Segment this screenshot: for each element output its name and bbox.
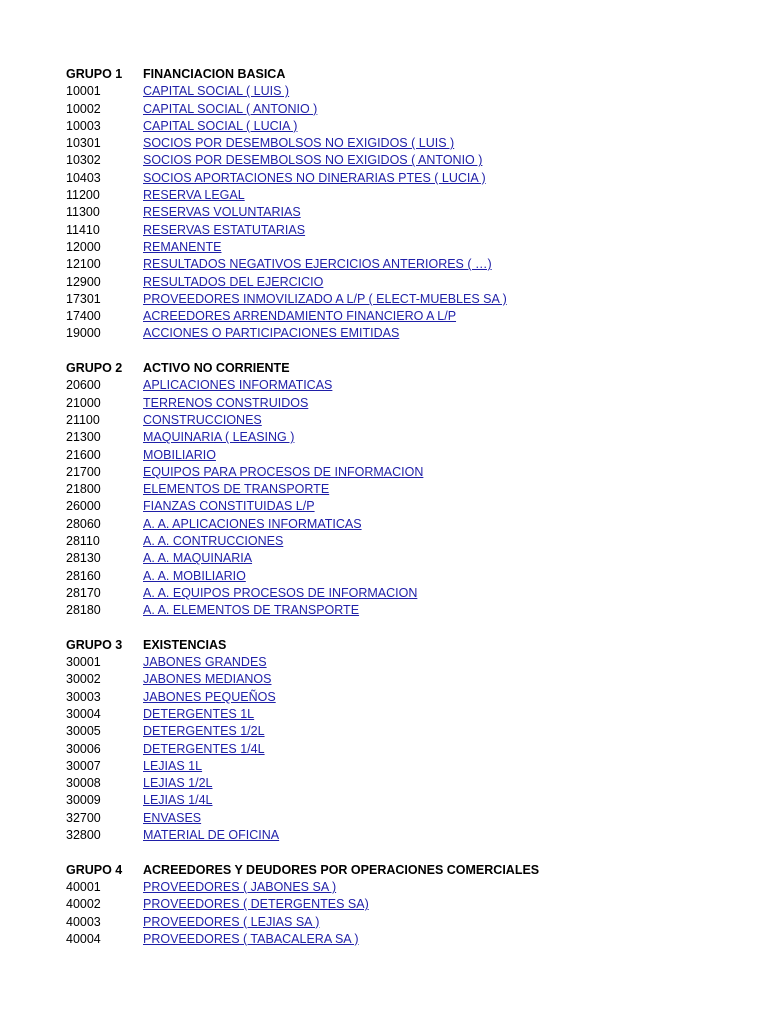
account-name-link[interactable]: CAPITAL SOCIAL ( LUIS ) xyxy=(143,84,290,99)
account-row xyxy=(66,447,746,464)
account-code: 32700 xyxy=(66,810,101,825)
account-row xyxy=(66,222,746,239)
account-row xyxy=(66,585,746,602)
group-title: EXISTENCIAS xyxy=(143,637,227,652)
account-name-link[interactable]: JABONES MEDIANOS xyxy=(143,672,272,687)
account-group xyxy=(66,66,746,343)
account-name-link[interactable]: DETERGENTES 1/4L xyxy=(143,741,265,756)
account-name-link[interactable]: TERRENOS CONSTRUIDOS xyxy=(143,395,309,410)
account-row xyxy=(66,101,746,118)
account-row xyxy=(66,741,746,758)
account-row xyxy=(66,689,746,706)
group-label: GRUPO 4 xyxy=(66,862,123,877)
account-name-link[interactable]: LEJIAS 1/2L xyxy=(143,776,213,791)
account-row xyxy=(66,291,746,308)
account-code: 28060 xyxy=(66,516,101,531)
account-code: 11300 xyxy=(66,205,100,220)
group-header xyxy=(66,66,746,83)
account-group xyxy=(66,862,746,948)
account-code: 26000 xyxy=(66,499,101,514)
account-row xyxy=(66,706,746,723)
account-row xyxy=(66,654,746,671)
group-title: ACREEDORES Y DEUDORES POR OPERACIONES COMERCIALES xyxy=(143,862,540,877)
account-name-link[interactable]: PROVEEDORES ( TABACALERA SA ) xyxy=(143,931,359,946)
account-code: 10001 xyxy=(66,84,101,99)
group-label: GRUPO 2 xyxy=(66,361,123,376)
account-code: 17301 xyxy=(66,291,101,306)
account-code: 30005 xyxy=(66,724,101,739)
account-row xyxy=(66,256,746,273)
account-name-link[interactable]: SOCIOS APORTACIONES NO DINERARIAS PTES ( LUCIA ) xyxy=(143,170,486,185)
account-row xyxy=(66,464,746,481)
group-title: FINANCIACION BASICA xyxy=(143,67,286,81)
account-name-link[interactable]: A. A. EQUIPOS PROCESOS DE INFORMACION xyxy=(143,585,418,600)
group-header xyxy=(66,637,746,654)
account-name-link[interactable]: RESULTADOS NEGATIVOS EJERCICIOS ANTERIORES ( …) xyxy=(143,257,492,272)
account-code: 28180 xyxy=(66,603,101,618)
account-row xyxy=(66,896,746,913)
account-row xyxy=(66,187,746,204)
account-code: 28130 xyxy=(66,551,101,566)
account-code: 21600 xyxy=(66,447,101,462)
account-code: 30002 xyxy=(66,672,101,687)
account-name-link[interactable]: SOCIOS POR DESEMBOLSOS NO EXIGIDOS ( ANTONIO ) xyxy=(143,153,483,168)
account-name-link[interactable]: CAPITAL SOCIAL ( ANTONIO ) xyxy=(143,101,318,116)
account-row xyxy=(66,671,746,688)
account-row xyxy=(66,429,746,446)
account-name-link[interactable]: A. A. ELEMENTOS DE TRANSPORTE xyxy=(143,603,360,618)
account-code: 19000 xyxy=(66,326,101,341)
account-name-link[interactable]: RESULTADOS DEL EJERCICIO xyxy=(143,274,324,289)
account-row xyxy=(66,498,746,515)
account-row xyxy=(66,568,746,585)
account-code: 10302 xyxy=(66,153,101,168)
account-row xyxy=(66,204,746,221)
account-row xyxy=(66,723,746,740)
account-row xyxy=(66,775,746,792)
account-row xyxy=(66,325,746,342)
account-row xyxy=(66,533,746,550)
account-name-link[interactable]: A. A. MOBILIARIO xyxy=(143,568,246,583)
account-row xyxy=(66,879,746,896)
account-name-link[interactable]: REMANENTE xyxy=(143,239,222,254)
account-code: 10002 xyxy=(66,101,101,116)
account-code: 40001 xyxy=(66,879,101,894)
account-code: 30007 xyxy=(66,758,101,773)
account-code: 12000 xyxy=(66,239,101,254)
account-name-link[interactable]: LEJIAS 1L xyxy=(143,758,203,773)
account-code: 40003 xyxy=(66,914,101,929)
account-row xyxy=(66,308,746,325)
account-row xyxy=(66,602,746,619)
account-name-link[interactable]: ENVASES xyxy=(143,810,202,825)
account-group xyxy=(66,360,746,619)
account-code: 28110 xyxy=(66,534,100,549)
account-row xyxy=(66,118,746,135)
account-code: 21000 xyxy=(66,395,101,410)
account-name-link[interactable]: RESERVAS VOLUNTARIAS xyxy=(143,205,301,220)
account-name-link[interactable]: A. A. CONTRUCCIONES xyxy=(143,534,284,549)
group-header xyxy=(66,360,746,377)
account-code: 30001 xyxy=(66,655,101,670)
group-label: GRUPO 1 xyxy=(66,67,123,81)
group-header xyxy=(66,862,746,879)
account-name-link[interactable]: CONSTRUCCIONES xyxy=(143,412,262,427)
account-name-link[interactable]: PROVEEDORES ( LEJIAS SA ) xyxy=(143,914,320,929)
account-row xyxy=(66,931,746,948)
account-row xyxy=(66,170,746,187)
account-row xyxy=(66,481,746,498)
account-code: 20600 xyxy=(66,378,101,393)
account-code: 30006 xyxy=(66,741,101,756)
account-code: 30003 xyxy=(66,689,101,704)
account-code: 17400 xyxy=(66,309,101,324)
account-name-link[interactable]: ELEMENTOS DE TRANSPORTE xyxy=(143,482,330,497)
account-name-link[interactable]: JABONES GRANDES xyxy=(143,655,267,670)
account-name-link[interactable]: RESERVAS ESTATUTARIAS xyxy=(143,222,306,237)
account-code: 10403 xyxy=(66,170,101,185)
account-code: 11200 xyxy=(66,188,100,203)
account-row xyxy=(66,827,746,844)
account-row xyxy=(66,135,746,152)
group-title: ACTIVO NO CORRIENTE xyxy=(143,361,290,376)
account-row xyxy=(66,377,746,394)
account-code: 21700 xyxy=(66,464,101,479)
account-code: 21100 xyxy=(66,412,100,427)
account-name-link[interactable]: JABONES PEQUEÑOS xyxy=(143,689,276,704)
account-code: 21300 xyxy=(66,430,101,445)
account-name-link[interactable]: EQUIPOS PARA PROCESOS DE INFORMACION xyxy=(143,464,424,479)
account-code: 12900 xyxy=(66,274,101,289)
account-code: 10003 xyxy=(66,118,101,133)
account-code: 10301 xyxy=(66,136,101,151)
account-row xyxy=(66,152,746,169)
account-name-link[interactable]: PROVEEDORES INMOVILIZADO A L/P ( ELECT-MUEBLES SA ) xyxy=(143,291,507,306)
account-code: 30008 xyxy=(66,776,101,791)
account-name-link[interactable]: APLICACIONES INFORMATICAS xyxy=(143,378,333,393)
group-label: GRUPO 3 xyxy=(66,637,123,652)
account-name-link[interactable]: ACREEDORES ARRENDAMIENTO FINANCIERO A L/P xyxy=(143,309,457,324)
account-group xyxy=(66,637,746,845)
account-name-link[interactable]: RESERVA LEGAL xyxy=(143,188,245,203)
account-name-link[interactable]: ACCIONES O PARTICIPACIONES EMITIDAS xyxy=(143,326,400,341)
account-name-link[interactable]: MATERIAL DE OFICINA xyxy=(143,828,280,843)
account-code: 32800 xyxy=(66,828,101,843)
account-code: 30004 xyxy=(66,706,101,721)
account-name-link[interactable]: LEJIAS 1/4L xyxy=(143,793,213,808)
account-row xyxy=(66,412,746,429)
account-name-link[interactable]: A. A. APLICACIONES INFORMATICAS xyxy=(143,516,362,531)
account-code: 21800 xyxy=(66,482,101,497)
account-code: 40004 xyxy=(66,931,101,946)
account-name-link[interactable]: FIANZAS CONSTITUIDAS L/P xyxy=(143,499,315,514)
account-code: 12100 xyxy=(66,257,101,272)
account-name-link[interactable]: MOBILIARIO xyxy=(143,447,216,462)
account-row xyxy=(66,516,746,533)
account-row xyxy=(66,810,746,827)
account-name-link[interactable]: A. A. MAQUINARIA xyxy=(143,551,253,566)
account-code: 11410 xyxy=(66,222,100,237)
account-name-link[interactable]: DETERGENTES 1L xyxy=(143,706,255,721)
account-code: 28160 xyxy=(66,568,101,583)
account-name-link[interactable]: PROVEEDORES ( JABONES SA ) xyxy=(143,879,337,894)
account-row xyxy=(66,395,746,412)
account-name-link[interactable]: CAPITAL SOCIAL ( LUCIA ) xyxy=(143,118,298,133)
account-row xyxy=(66,550,746,567)
account-name-link[interactable]: MAQUINARIA ( LEASING ) xyxy=(143,430,295,445)
account-code: 40002 xyxy=(66,897,101,912)
account-row xyxy=(66,792,746,809)
account-code: 30009 xyxy=(66,793,101,808)
account-row xyxy=(66,758,746,775)
account-row xyxy=(66,239,746,256)
account-row xyxy=(66,83,746,100)
account-code: 28170 xyxy=(66,585,101,600)
account-row xyxy=(66,274,746,291)
account-name-link[interactable]: PROVEEDORES ( DETERGENTES SA) xyxy=(143,897,369,912)
account-name-link[interactable]: SOCIOS POR DESEMBOLSOS NO EXIGIDOS ( LUIS ) xyxy=(143,136,455,151)
account-name-link[interactable]: DETERGENTES 1/2L xyxy=(143,724,265,739)
account-row xyxy=(66,914,746,931)
